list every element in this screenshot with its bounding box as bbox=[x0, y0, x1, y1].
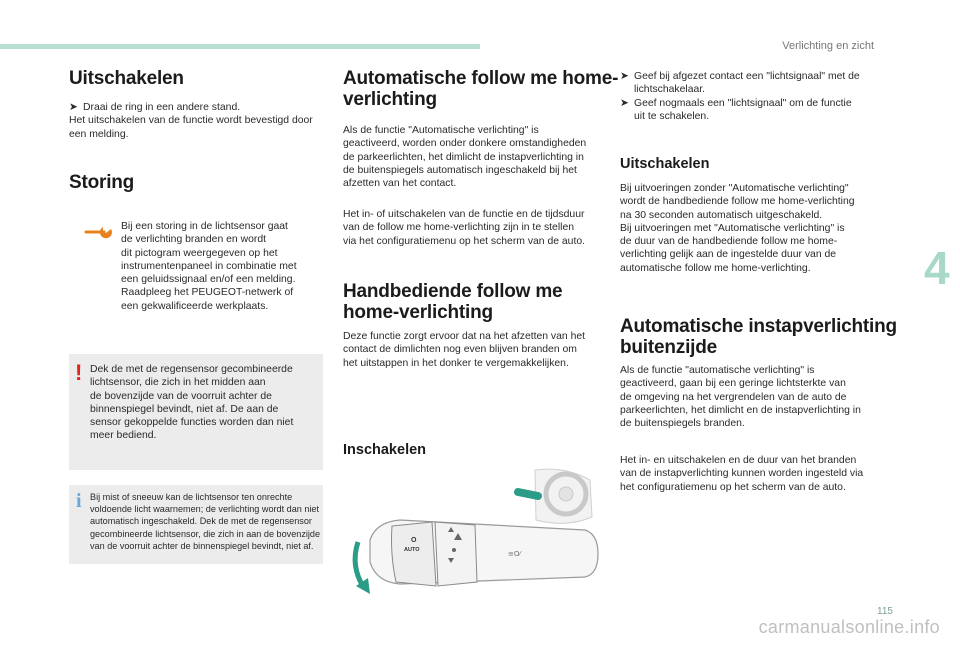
uitschakelen-heading: Uitschakelen bbox=[69, 68, 184, 89]
warning-text: Dek de met de regensensor gecombineerde lichtsensor, die zich in het midden aan de bovenzijde van de voorruit achter de binnenspiegel bevindt, niet af. De aan de sensor gekoppelde functies worden dan niet meer bediend. bbox=[90, 364, 294, 442]
watermark: carmanualsonline.info bbox=[758, 617, 940, 637]
chapter-title: Verlichting en zicht bbox=[782, 40, 874, 52]
chapter-tab-number: 4 bbox=[924, 242, 950, 294]
warning-icon: ! bbox=[75, 360, 83, 385]
stalk-label-small: ≡O⁄ bbox=[508, 550, 521, 558]
page-number: 115 bbox=[877, 606, 893, 617]
stalk-label-o: O bbox=[411, 537, 417, 544]
arrow-bullet-icon: ➤ bbox=[620, 71, 629, 82]
stalk-collar bbox=[435, 522, 477, 586]
wrench-icon bbox=[84, 224, 114, 240]
info-icon: i bbox=[76, 490, 82, 512]
auto-follow-heading: Automatische follow me home- verlichting bbox=[343, 68, 619, 110]
auto-follow-text-1: Als de functie "Automatische verlichting" is geactiveerd, worden onder donkere omstandigheden de parkeerlichten, het dimlicht de instapverlichting in de buitenspiegels automatisch ingeschakeld bij het afzetten van het contact. bbox=[343, 125, 587, 190]
uitschakelen-text-2: Bij uitvoeringen zonder "Automatische verlichting" wordt de handbediende follow me home-verlichting na 30 seconden automatisch uitgeschakeld. Bij uitvoeringen met "Automatische verlichting" is de duur van de handbediende follow me home- verlichting gelijk aan de ingestelde duur van de automatische follow me home-verlichting. bbox=[620, 183, 855, 274]
header-accent-bar bbox=[0, 44, 480, 49]
follow-steps: ➤ Geef bij afgezet contact een "lichtsignaal" met de lichtschakelaar. ➤ Geef nogmaals een "lichtsignaal" om de functie uit te schakelen. bbox=[620, 71, 860, 122]
light-switch-illustration bbox=[340, 462, 600, 600]
storing-text: Bij een storing in de lichtsensor gaat de verlichting branden en wordt dit pictogram weergegeven op het instrumentenpaneel in combinatie met een geluidssignaal en/of een melding. Raadpleeg het PEUGEOT-netwerk of een gekwalificeerde werkplaats. bbox=[121, 221, 297, 312]
info-text: Bij mist of sneeuw kan de lichtsensor ten onrechte voldoende licht waarnemen; de verlichting wordt dan niet automatisch ingeschakeld. Dek de met de regensensor gecombineerde lichtsensor, die zich in aan de bovenzijde van de voorruit achter de binnenspiegel bevindt, niet af. bbox=[90, 492, 321, 551]
inschakelen-heading: Inschakelen bbox=[343, 442, 427, 458]
auto-follow-text-2: Het in- of uitschakelen van de functie en de tijdsduur van de follow me home-verlichting zijn in te stellen via het configuratiemenu op het scherm van de auto. bbox=[343, 209, 586, 247]
instap-text-2: Het in- en uitschakelen en de duur van het branden van de instapverlichting kunnen worden ingesteld via het configuratiemenu op het scherm van de auto. bbox=[620, 455, 864, 493]
arrow-bullet-icon: ➤ bbox=[69, 102, 78, 113]
stalk-highlight bbox=[518, 492, 538, 496]
stalk-label-auto: AUTO bbox=[404, 547, 420, 553]
uitschakelen-text: ➤ Draai de ring in een andere stand. Het uitschakelen van de functie wordt bevestigd door een melding. bbox=[69, 102, 313, 140]
stalk-ring bbox=[392, 522, 437, 586]
uitschakelen-heading-2: Uitschakelen bbox=[620, 156, 710, 172]
steering-wheel-thumbnail bbox=[535, 469, 592, 523]
storing-heading: Storing bbox=[69, 172, 135, 193]
manual-follow-text: Deze functie zorgt ervoor dat na het afzetten van het contact de dimlichten nog even blijven branden om het uitstappen in het donker te vergemakkelijken. bbox=[343, 331, 586, 369]
manual-follow-heading: Handbediende follow me home-verlichting bbox=[343, 281, 563, 323]
instap-text-1: Als de functie "automatische verlichting" is geactiveerd, gaan bij een geringe lichtsterkte van de omgeving na het vergrendelen van de auto de parkeerlichten, het dimlicht en de instapverlichting in de buitenspiegels branden. bbox=[620, 365, 861, 430]
rotate-arrow-icon bbox=[355, 542, 364, 588]
instap-heading: Automatische instapverlichting buitenzijde bbox=[620, 316, 897, 358]
arrow-bullet-icon: ➤ bbox=[620, 97, 629, 109]
